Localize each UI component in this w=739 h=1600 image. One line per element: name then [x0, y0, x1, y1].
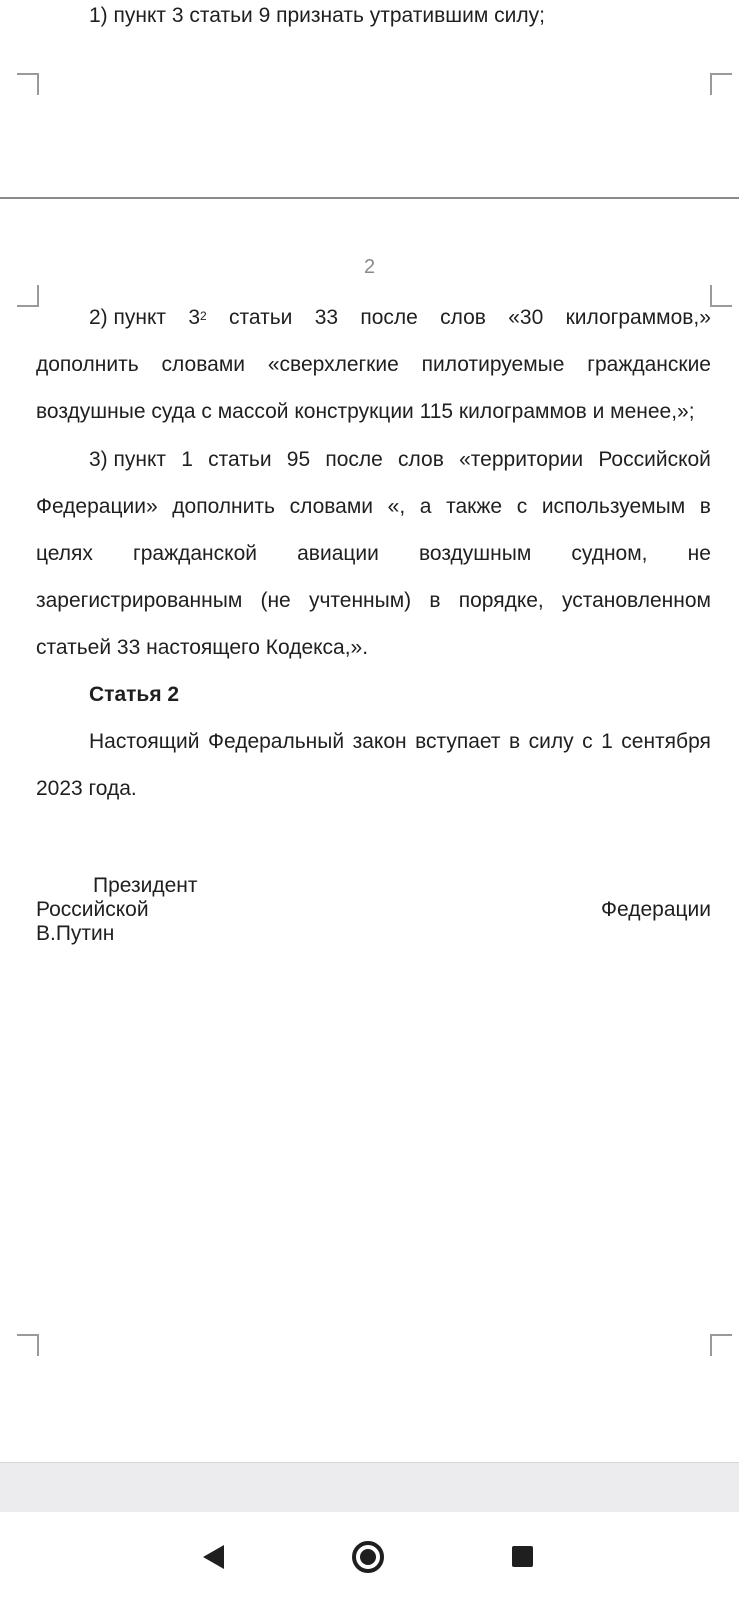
signatory-name: В.Путин — [36, 922, 115, 945]
page-2-corner-mark-left — [17, 285, 39, 307]
signature-title-line-2-right: Федерации — [601, 898, 711, 921]
item-3-line-4: зарегистрированным (не учтенным) в порядке, установленном — [36, 589, 711, 612]
page-3-corner-mark-left — [17, 1334, 39, 1356]
triangle-back-icon[interactable] — [203, 1545, 224, 1569]
article-2-line-2: 2023 года. — [36, 777, 137, 800]
item-3-line-5: статьей 33 настоящего Кодекса,». — [36, 636, 369, 659]
item-3-line-3: целях гражданской авиации воздушным судном, не — [36, 542, 711, 565]
document-page-1 — [0, 0, 739, 198]
page-1-corner-mark-left — [17, 73, 39, 95]
article-2-line-1: Настоящий Федеральный закон вступает в силу с 1 сентября — [89, 730, 711, 753]
item-2-line-3: воздушные суда с массой конструкции 115 килограммов и менее,»; — [36, 400, 695, 423]
item-3-line-1: 3) пункт 1 статьи 95 после слов «территории Российской — [89, 448, 711, 471]
square-recents-icon[interactable] — [512, 1546, 533, 1567]
item-1-text: 1) пункт 3 статьи 9 признать утратившим силу; — [89, 4, 545, 27]
item-2-line-2: дополнить словами «сверхлегкие пилотируемые гражданские — [36, 353, 711, 376]
item-2-line-1: 2) пункт $3^2$ статьи 33 после слов «30 килограммов,» — [89, 305, 711, 333]
page-3-corner-mark-right — [710, 1334, 732, 1356]
item-3-line-2: Федерации» дополнить словами «, а также с используемым в — [36, 495, 711, 518]
page-number: 2 — [363, 256, 376, 278]
page-2-corner-mark-right — [710, 285, 732, 307]
page-separator — [0, 197, 739, 199]
item-2-superscript-point: $3^2$ — [188, 306, 207, 329]
circle-home-icon[interactable] — [352, 1541, 384, 1573]
viewer-bottom-bar — [0, 1462, 739, 1513]
article-2-heading: Статья 2 — [89, 683, 180, 706]
page-1-corner-mark-right — [710, 73, 732, 95]
signature-title-line-2-left: Российской — [36, 898, 149, 921]
signature-title-line-1: Президент — [93, 874, 198, 897]
